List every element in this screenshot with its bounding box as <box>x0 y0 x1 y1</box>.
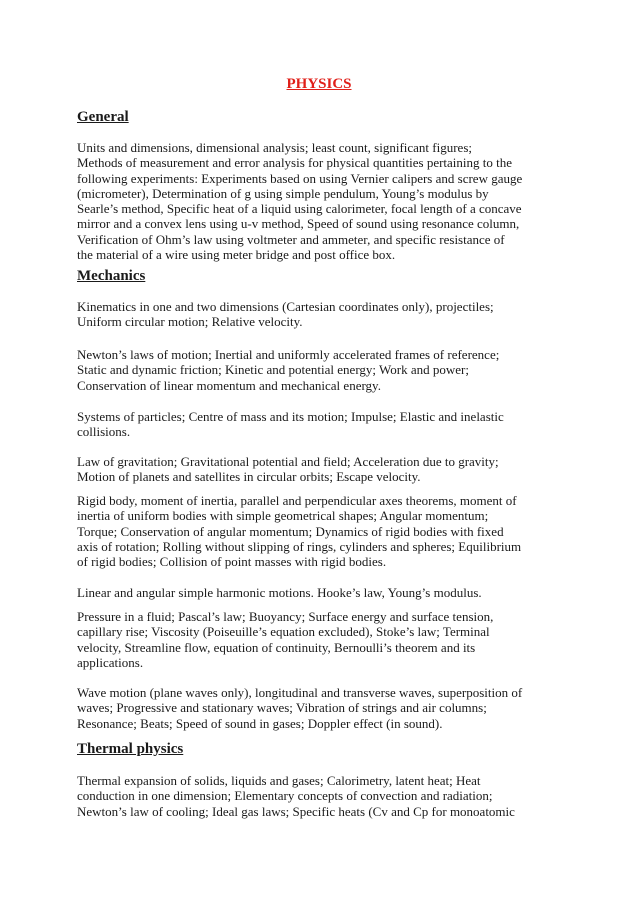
mechanics-paragraph-8 <box>77 685 577 731</box>
text-line: Wave motion (plane waves only), longitudinal and transverse waves, superposition of <box>77 685 523 700</box>
page-title: PHYSICS <box>286 76 352 92</box>
thermal-paragraph-1 <box>77 773 577 819</box>
text-line: Linear and angular simple harmonic motions. Hooke’s law, Young’s modulus. <box>77 585 482 600</box>
section-heading-thermal-physics: Thermal physics <box>77 741 184 757</box>
text-line: following experiments: Experiments based on using Vernier calipers and screw gauge <box>77 170 523 186</box>
text-line: Motion of planets and satellites in circular orbits; Escape velocity. <box>77 469 421 485</box>
mechanics-paragraph-5 <box>77 493 577 569</box>
text-line: inertia of uniform bodies with simple geometrical shapes; Angular momentum; <box>77 508 489 524</box>
text-line: applications. <box>77 654 144 670</box>
text-line: collisions. <box>77 424 131 440</box>
text-line: Units and dimensions, dimensional analysis; least count, significant figures; <box>77 140 472 155</box>
text-line: conduction in one dimension; Elementary concepts of convection and radiation; <box>77 788 493 804</box>
text-line: velocity, Streamline flow, equation of continuity, Bernoulli’s theorem and its <box>77 639 476 655</box>
text-line: Pressure in a fluid; Pascal’s law; Buoyancy; Surface energy and surface tension, <box>77 609 494 624</box>
mechanics-paragraph-1 <box>77 299 577 330</box>
text-line: Verification of Ohm’s law using voltmeter and ammeter, and specific resistance of <box>77 231 505 247</box>
text-line: Thermal expansion of solids, liquids and gases; Calorimetry, latent heat; Heat <box>77 773 481 788</box>
text-line: Conservation of linear momentum and mechanical energy. <box>77 377 381 393</box>
text-line: Torque; Conservation of angular momentum; Dynamics of rigid bodies with fixed <box>77 523 504 539</box>
mechanics-paragraph-3 <box>77 409 577 440</box>
text-line: Uniform circular motion; Relative velocity. <box>77 314 303 330</box>
text-line: Rigid body, moment of inertia, parallel and perpendicular axes theorems, moment of <box>77 493 517 508</box>
section-heading-general: General <box>77 109 129 125</box>
mechanics-paragraph-4 <box>77 454 577 485</box>
text-line: Searle’s method, Specific heat of a liquid using calorimeter, focal length of a concave <box>77 201 522 217</box>
text-line: Methods of measurement and error analysis for physical quantities pertaining to the <box>77 155 513 171</box>
general-paragraph-1 <box>77 140 577 262</box>
text-line: the material of a wire using meter bridge and post office box. <box>77 247 396 263</box>
text-line: of rigid bodies; Collision of point masses with rigid bodies. <box>77 554 387 570</box>
text-line: Law of gravitation; Gravitational potential and field; Acceleration due to gravity; <box>77 454 499 469</box>
text-line: Systems of particles; Centre of mass and its motion; Impulse; Elastic and inelastic <box>77 409 504 424</box>
text-line: mirror and a convex lens using u-v method, Speed of sound using resonance column, <box>77 216 520 232</box>
text-line: Kinematics in one and two dimensions (Cartesian coordinates only), projectiles; <box>77 299 494 314</box>
text-line: waves; Progressive and stationary waves; Vibration of strings and air columns; <box>77 700 487 716</box>
text-line: Resonance; Beats; Speed of sound in gases; Doppler effect (in sound). <box>77 715 443 731</box>
text-line: capillary rise; Viscosity (Poiseuille’s equation excluded), Stoke’s law; Terminal <box>77 624 490 640</box>
mechanics-paragraph-7 <box>77 609 577 670</box>
mechanics-paragraph-6 <box>77 585 577 600</box>
section-heading-mechanics: Mechanics <box>77 268 146 284</box>
text-line: Newton’s laws of motion; Inertial and uniformly accelerated frames of reference; <box>77 347 500 362</box>
text-line: axis of rotation; Rolling without slipping of rings, cylinders and spheres; Equilibrium <box>77 538 522 554</box>
text-line: Newton’s law of cooling; Ideal gas laws; Specific heats (Cv and Cp for monoatomic <box>77 803 515 819</box>
text-line: Static and dynamic friction; Kinetic and potential energy; Work and power; <box>77 362 469 378</box>
mechanics-paragraph-2 <box>77 347 577 393</box>
text-line: (micrometer), Determination of g using simple pendulum, Young’s modulus by <box>77 185 489 201</box>
